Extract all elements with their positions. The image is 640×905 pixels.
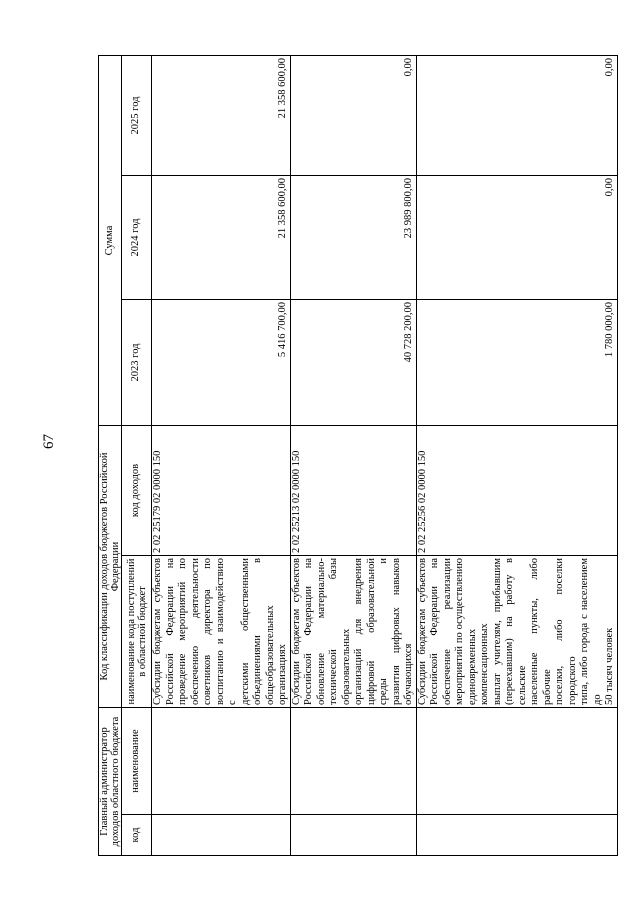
description-line: обновление материально-	[315, 558, 327, 705]
description-line: единовременных компенсационных	[466, 623, 490, 705]
description-line: развития цифровых навыков	[390, 558, 402, 705]
revenue-table-rotated	[98, 56, 615, 856]
table-row	[152, 55, 291, 855]
description-line: советников директора по	[202, 558, 213, 705]
description-line: выплат учителям, прибывшим	[491, 558, 503, 705]
description-line: (переехавшим) на работу в сельские	[504, 558, 528, 705]
revenue-code: 2 02 25179 02 0000 150	[152, 425, 291, 555]
description-line: 50 тысяч человек	[604, 627, 615, 705]
description-line: организаций для внедрения	[353, 558, 364, 705]
description-line: цифровой образовательной среды и	[365, 558, 389, 705]
description-line: Субсидии бюджетам субъектов	[290, 558, 302, 705]
description-line: Российской Федерации на	[303, 558, 314, 705]
admin-code-cell	[152, 815, 291, 856]
revenue-code: 2 02 25213 02 0000 150	[290, 425, 416, 555]
year-2023-header: 2023 год	[122, 299, 152, 425]
description-line: технической базы образовательных	[328, 558, 352, 705]
class-name-header: наименование кода поступлений в областной бюджет	[122, 556, 152, 708]
admin-code-cell	[416, 815, 617, 856]
description-line: детскими общественными	[239, 558, 251, 705]
admin-name-cell	[416, 708, 617, 815]
admin-group-header: Главный администратор доходов областного бюджета	[99, 708, 122, 856]
description-line: Российской Федерации на	[164, 558, 176, 705]
description-line: воспитанию и взаимодействию с	[214, 558, 238, 705]
amount-2024: 0,00	[416, 175, 617, 299]
description-line: Субсидии бюджетам субъектов	[152, 558, 163, 705]
description-line: объединениями в	[252, 558, 263, 705]
description-line: поселки, либо поселки городского	[554, 558, 578, 705]
table-row	[416, 55, 617, 855]
revenue-description	[290, 556, 416, 708]
admin-code-cell	[290, 815, 416, 856]
class-code-header: код доходов	[122, 425, 152, 555]
amount-2024: 21 358 600,00	[152, 175, 291, 299]
admin-code-header: код	[122, 815, 152, 856]
description-line: обеспечению деятельности	[189, 558, 201, 705]
amount-2025: 0,00	[290, 55, 416, 175]
revenue-code: 2 02 25256 02 0000 150	[416, 425, 617, 555]
description-line: общеобразовательных организациях	[264, 605, 288, 705]
description-line: типа, либо города с населением до	[579, 558, 603, 705]
description-line: проведение мероприятий по	[177, 558, 188, 705]
classification-group-header: Код классификации доходов бюджетов Российской Федерации	[99, 425, 122, 707]
revenue-description	[152, 556, 291, 708]
description-line: Субсидии бюджетам субъектов	[416, 558, 428, 705]
admin-name-cell	[152, 708, 291, 815]
amount-2024: 23 989 800,00	[290, 175, 416, 299]
amount-2025: 21 358 600,00	[152, 55, 291, 175]
sum-group-header: Сумма	[99, 55, 122, 425]
page-number: 67	[41, 434, 57, 449]
amount-2023: 5 416 700,00	[152, 299, 291, 425]
description-line: мероприятий по осуществлению	[454, 558, 465, 705]
year-2024-header: 2024 год	[122, 175, 152, 299]
description-line: населенные пункты, либо рабочие	[529, 558, 553, 705]
admin-name-cell	[290, 708, 416, 815]
admin-name-header: наименование	[122, 708, 152, 815]
description-line: обучающихся	[403, 643, 414, 705]
table-row	[290, 55, 416, 855]
revenue-description	[416, 556, 617, 708]
amount-2023: 40 728 200,00	[290, 299, 416, 425]
year-2025-header: 2025 год	[122, 55, 152, 175]
amount-2023: 1 780 000,00	[416, 299, 617, 425]
amount-2025: 0,00	[416, 55, 617, 175]
header-row-2	[122, 55, 152, 855]
header-row-1	[99, 55, 122, 855]
description-line: обеспечение реализации	[441, 558, 453, 705]
revenue-table	[98, 55, 618, 856]
description-line: Российской Федерации на	[429, 558, 440, 705]
